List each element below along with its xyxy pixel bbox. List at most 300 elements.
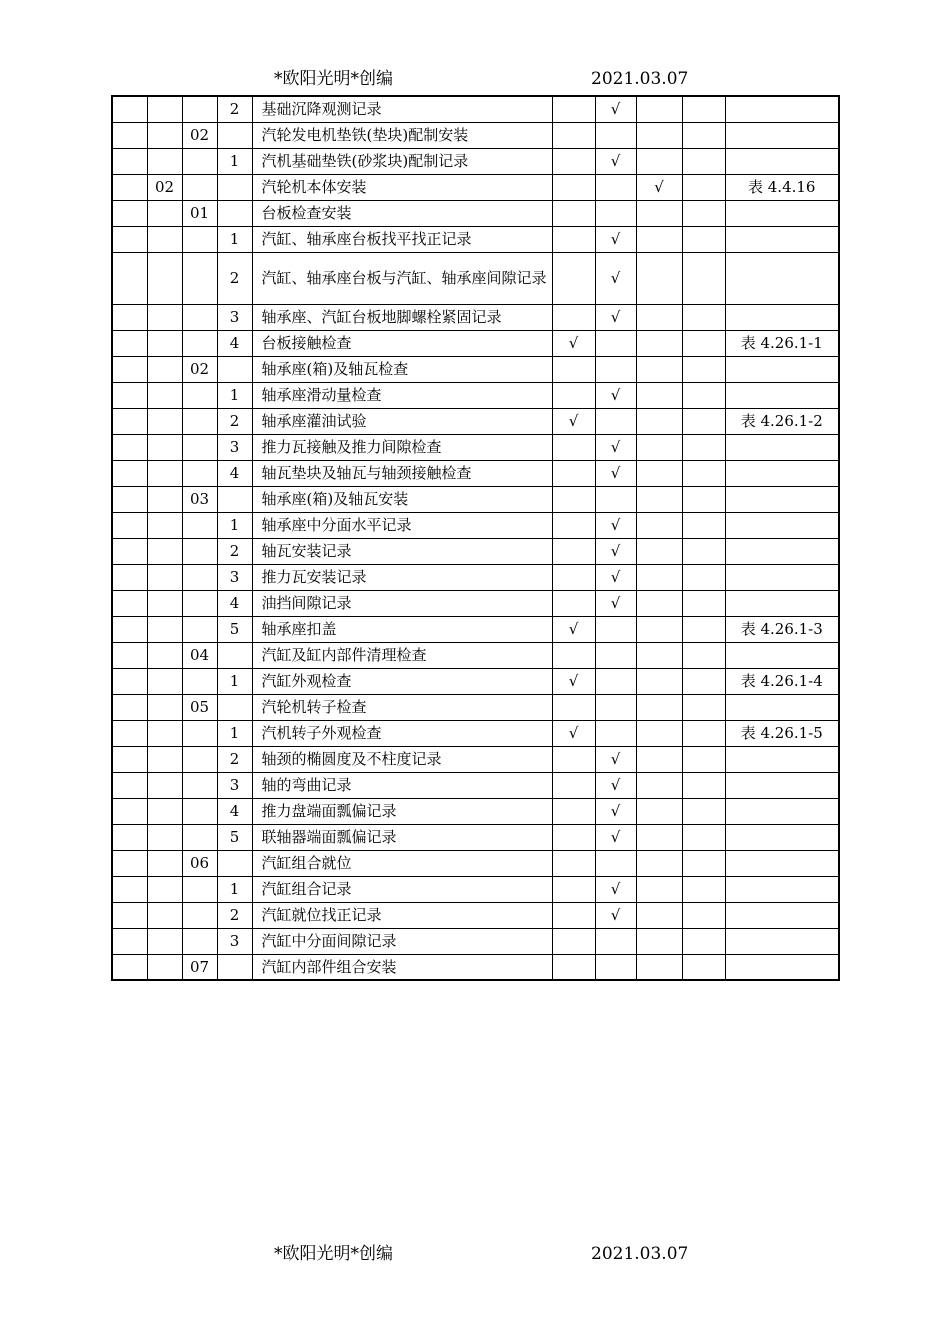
item-name: 联轴器端面瓢偏记录	[252, 824, 552, 850]
item-name: 汽缸及缸内部件清理检查	[252, 642, 552, 668]
level-2-code	[147, 772, 182, 798]
item-number: 4	[217, 798, 252, 824]
check-mark-1	[552, 226, 595, 252]
check-mark-1	[552, 538, 595, 564]
item-number: 1	[217, 512, 252, 538]
check-mark-2	[595, 954, 636, 980]
level-2-code	[147, 486, 182, 512]
level-2-code	[147, 538, 182, 564]
item-name: 油挡间隙记录	[252, 590, 552, 616]
check-mark-4	[682, 876, 725, 902]
level-2-code	[147, 408, 182, 434]
check-mark-4	[682, 200, 725, 226]
table-row	[112, 720, 839, 746]
table-row	[112, 694, 839, 720]
check-mark-1	[552, 486, 595, 512]
header-author: *欧阳光明*创编	[274, 69, 393, 89]
table-row	[112, 642, 839, 668]
level-2-code	[147, 876, 182, 902]
form-reference	[725, 200, 839, 226]
footer-author: *欧阳光明*创编	[274, 1244, 393, 1264]
level-2-code	[147, 304, 182, 330]
level-2-code	[147, 902, 182, 928]
check-mark-3	[636, 148, 682, 174]
level-2-code	[147, 642, 182, 668]
check-mark-1	[552, 512, 595, 538]
inspection-table-wrapper	[111, 95, 840, 981]
check-mark-1	[552, 876, 595, 902]
form-reference	[725, 642, 839, 668]
form-reference	[725, 512, 839, 538]
form-reference	[725, 798, 839, 824]
level-2-code	[147, 668, 182, 694]
table-row	[112, 486, 839, 512]
check-mark-2	[595, 200, 636, 226]
item-number: 2	[217, 746, 252, 772]
check-mark-2: √	[595, 252, 636, 304]
item-number	[217, 850, 252, 876]
level-3-code	[182, 720, 217, 746]
level-2-code	[147, 694, 182, 720]
check-mark-2: √	[595, 96, 636, 122]
form-reference	[725, 356, 839, 382]
check-mark-3	[636, 330, 682, 356]
level-1-code	[112, 96, 147, 122]
level-1-code	[112, 798, 147, 824]
table-row	[112, 330, 839, 356]
item-name: 台板检查安装	[252, 200, 552, 226]
item-number: 1	[217, 876, 252, 902]
check-mark-2	[595, 486, 636, 512]
check-mark-4	[682, 798, 725, 824]
check-mark-4	[682, 538, 725, 564]
check-mark-4	[682, 330, 725, 356]
check-mark-2	[595, 356, 636, 382]
check-mark-2	[595, 928, 636, 954]
check-mark-4	[682, 512, 725, 538]
level-3-code	[182, 928, 217, 954]
table-row	[112, 616, 839, 642]
check-mark-2: √	[595, 434, 636, 460]
form-reference	[725, 928, 839, 954]
item-number	[217, 642, 252, 668]
table-row	[112, 356, 839, 382]
level-1-code	[112, 226, 147, 252]
check-mark-2	[595, 668, 636, 694]
check-mark-1	[552, 434, 595, 460]
table-row	[112, 798, 839, 824]
item-number: 4	[217, 330, 252, 356]
level-1-code	[112, 356, 147, 382]
check-mark-1	[552, 564, 595, 590]
level-1-code	[112, 590, 147, 616]
check-mark-3	[636, 356, 682, 382]
item-number: 2	[217, 902, 252, 928]
check-mark-4	[682, 954, 725, 980]
level-2-code	[147, 148, 182, 174]
check-mark-3	[636, 538, 682, 564]
form-reference: 表 4.26.1-3	[725, 616, 839, 642]
check-mark-2: √	[595, 538, 636, 564]
item-number	[217, 694, 252, 720]
level-2-code	[147, 954, 182, 980]
check-mark-3	[636, 304, 682, 330]
table-row	[112, 590, 839, 616]
item-name: 轴承座滑动量检查	[252, 382, 552, 408]
item-number	[217, 174, 252, 200]
level-2-code	[147, 564, 182, 590]
level-2-code	[147, 96, 182, 122]
check-mark-4	[682, 96, 725, 122]
form-reference	[725, 694, 839, 720]
check-mark-4	[682, 824, 725, 850]
table-row	[112, 850, 839, 876]
table-row	[112, 382, 839, 408]
item-number: 5	[217, 616, 252, 642]
level-2-code	[147, 434, 182, 460]
level-3-code	[182, 902, 217, 928]
table-row	[112, 408, 839, 434]
level-3-code	[182, 382, 217, 408]
check-mark-2: √	[595, 824, 636, 850]
check-mark-2: √	[595, 746, 636, 772]
table-row	[112, 96, 839, 122]
level-1-code	[112, 434, 147, 460]
item-name: 基础沉降观测记录	[252, 96, 552, 122]
check-mark-1	[552, 252, 595, 304]
check-mark-4	[682, 746, 725, 772]
item-number: 1	[217, 226, 252, 252]
form-reference	[725, 876, 839, 902]
table-row	[112, 252, 839, 304]
check-mark-2	[595, 720, 636, 746]
item-number: 1	[217, 720, 252, 746]
check-mark-2: √	[595, 512, 636, 538]
level-3-code: 02	[182, 122, 217, 148]
item-number	[217, 356, 252, 382]
level-3-code	[182, 252, 217, 304]
check-mark-3	[636, 694, 682, 720]
check-mark-2: √	[595, 564, 636, 590]
check-mark-1	[552, 798, 595, 824]
item-name: 轴颈的椭圆度及不柱度记录	[252, 746, 552, 772]
check-mark-3	[636, 642, 682, 668]
check-mark-4	[682, 304, 725, 330]
level-3-code	[182, 538, 217, 564]
table-row	[112, 174, 839, 200]
form-reference	[725, 824, 839, 850]
level-3-code	[182, 148, 217, 174]
check-mark-4	[682, 122, 725, 148]
item-name: 汽轮发电机垫铁(垫块)配制安装	[252, 122, 552, 148]
check-mark-4	[682, 720, 725, 746]
check-mark-3	[636, 850, 682, 876]
check-mark-3	[636, 122, 682, 148]
item-number: 5	[217, 824, 252, 850]
level-2-code	[147, 720, 182, 746]
check-mark-1: √	[552, 330, 595, 356]
check-mark-1	[552, 382, 595, 408]
item-number: 1	[217, 148, 252, 174]
check-mark-4	[682, 174, 725, 200]
level-1-code	[112, 720, 147, 746]
table-row	[112, 512, 839, 538]
item-name: 汽缸就位找正记录	[252, 902, 552, 928]
level-2-code	[147, 460, 182, 486]
table-row	[112, 122, 839, 148]
check-mark-3	[636, 512, 682, 538]
level-3-code	[182, 460, 217, 486]
table-body	[112, 96, 839, 980]
level-2-code: 02	[147, 174, 182, 200]
check-mark-4	[682, 356, 725, 382]
check-mark-3	[636, 564, 682, 590]
check-mark-4	[682, 668, 725, 694]
item-name: 轴承座、汽缸台板地脚螺栓紧固记录	[252, 304, 552, 330]
level-3-code	[182, 434, 217, 460]
item-number	[217, 122, 252, 148]
level-1-code	[112, 200, 147, 226]
level-1-code	[112, 668, 147, 694]
check-mark-1: √	[552, 616, 595, 642]
level-2-code	[147, 512, 182, 538]
check-mark-3	[636, 252, 682, 304]
level-2-code	[147, 382, 182, 408]
level-1-code	[112, 876, 147, 902]
check-mark-1	[552, 356, 595, 382]
level-3-code	[182, 330, 217, 356]
check-mark-2	[595, 616, 636, 642]
check-mark-1	[552, 824, 595, 850]
check-mark-3	[636, 434, 682, 460]
form-reference	[725, 382, 839, 408]
level-2-code	[147, 330, 182, 356]
level-3-code	[182, 772, 217, 798]
check-mark-1	[552, 928, 595, 954]
check-mark-2: √	[595, 148, 636, 174]
level-3-code	[182, 746, 217, 772]
level-1-code	[112, 642, 147, 668]
check-mark-3	[636, 408, 682, 434]
level-2-code	[147, 798, 182, 824]
table-row	[112, 668, 839, 694]
item-number: 2	[217, 252, 252, 304]
form-reference	[725, 590, 839, 616]
check-mark-4	[682, 642, 725, 668]
table-row	[112, 226, 839, 252]
check-mark-2	[595, 174, 636, 200]
check-mark-2: √	[595, 226, 636, 252]
level-1-code	[112, 616, 147, 642]
form-reference	[725, 304, 839, 330]
form-reference	[725, 122, 839, 148]
level-3-code	[182, 408, 217, 434]
table-row	[112, 876, 839, 902]
check-mark-4	[682, 434, 725, 460]
level-3-code	[182, 96, 217, 122]
level-1-code	[112, 538, 147, 564]
check-mark-2: √	[595, 772, 636, 798]
form-reference	[725, 954, 839, 980]
check-mark-2	[595, 330, 636, 356]
check-mark-3	[636, 486, 682, 512]
item-name: 轴的弯曲记录	[252, 772, 552, 798]
check-mark-3	[636, 590, 682, 616]
form-reference	[725, 850, 839, 876]
level-3-code: 04	[182, 642, 217, 668]
form-reference	[725, 434, 839, 460]
item-name: 轴承座(箱)及轴瓦检查	[252, 356, 552, 382]
level-3-code	[182, 590, 217, 616]
item-number: 2	[217, 96, 252, 122]
check-mark-3	[636, 876, 682, 902]
item-name: 汽缸外观检查	[252, 668, 552, 694]
level-3-code	[182, 824, 217, 850]
item-name: 轴承座灌油试验	[252, 408, 552, 434]
check-mark-4	[682, 772, 725, 798]
check-mark-3	[636, 824, 682, 850]
level-1-code	[112, 772, 147, 798]
header-date: 2021.03.07	[591, 69, 689, 89]
item-name: 轴瓦安装记录	[252, 538, 552, 564]
check-mark-1	[552, 772, 595, 798]
check-mark-2	[595, 642, 636, 668]
item-name: 汽轮机转子检查	[252, 694, 552, 720]
table-row	[112, 564, 839, 590]
check-mark-4	[682, 928, 725, 954]
check-mark-1	[552, 96, 595, 122]
check-mark-1	[552, 850, 595, 876]
level-1-code	[112, 694, 147, 720]
form-reference	[725, 226, 839, 252]
level-3-code: 06	[182, 850, 217, 876]
check-mark-3	[636, 668, 682, 694]
check-mark-1: √	[552, 408, 595, 434]
table-row	[112, 304, 839, 330]
level-3-code: 05	[182, 694, 217, 720]
level-3-code	[182, 174, 217, 200]
level-2-code	[147, 616, 182, 642]
check-mark-3: √	[636, 174, 682, 200]
check-mark-2: √	[595, 902, 636, 928]
level-1-code	[112, 928, 147, 954]
check-mark-3	[636, 460, 682, 486]
level-3-code	[182, 668, 217, 694]
level-1-code	[112, 564, 147, 590]
item-name: 汽缸组合记录	[252, 876, 552, 902]
level-1-code	[112, 824, 147, 850]
level-1-code	[112, 330, 147, 356]
table-row	[112, 460, 839, 486]
form-reference	[725, 538, 839, 564]
level-3-code	[182, 512, 217, 538]
check-mark-3	[636, 954, 682, 980]
item-name: 汽缸、轴承座台板与汽缸、轴承座间隙记录	[252, 252, 552, 304]
check-mark-4	[682, 590, 725, 616]
check-mark-2: √	[595, 460, 636, 486]
item-name: 轴承座(箱)及轴瓦安装	[252, 486, 552, 512]
check-mark-1	[552, 746, 595, 772]
check-mark-1	[552, 174, 595, 200]
check-mark-1	[552, 148, 595, 174]
check-mark-4	[682, 382, 725, 408]
level-2-code	[147, 850, 182, 876]
item-number: 4	[217, 590, 252, 616]
level-2-code	[147, 122, 182, 148]
item-name: 汽缸内部件组合安装	[252, 954, 552, 980]
form-reference	[725, 772, 839, 798]
check-mark-4	[682, 408, 725, 434]
level-1-code	[112, 174, 147, 200]
table-row	[112, 434, 839, 460]
form-reference	[725, 96, 839, 122]
table-row	[112, 902, 839, 928]
check-mark-3	[636, 928, 682, 954]
level-1-code	[112, 382, 147, 408]
form-reference	[725, 148, 839, 174]
item-name: 汽缸组合就位	[252, 850, 552, 876]
table-row	[112, 772, 839, 798]
check-mark-4	[682, 564, 725, 590]
table-row	[112, 928, 839, 954]
item-number: 3	[217, 772, 252, 798]
item-number: 3	[217, 928, 252, 954]
level-2-code	[147, 356, 182, 382]
level-1-code	[112, 954, 147, 980]
check-mark-2: √	[595, 876, 636, 902]
check-mark-4	[682, 226, 725, 252]
check-mark-2	[595, 408, 636, 434]
form-reference: 表 4.26.1-4	[725, 668, 839, 694]
item-name: 推力盘端面瓢偏记录	[252, 798, 552, 824]
check-mark-4	[682, 252, 725, 304]
level-1-code	[112, 148, 147, 174]
item-name: 汽机转子外观检查	[252, 720, 552, 746]
level-1-code	[112, 122, 147, 148]
check-mark-4	[682, 902, 725, 928]
level-1-code	[112, 408, 147, 434]
check-mark-1	[552, 694, 595, 720]
level-3-code: 07	[182, 954, 217, 980]
item-name: 汽缸中分面间隙记录	[252, 928, 552, 954]
check-mark-3	[636, 96, 682, 122]
item-name: 轴瓦垫块及轴瓦与轴颈接触检查	[252, 460, 552, 486]
check-mark-4	[682, 850, 725, 876]
item-number	[217, 486, 252, 512]
check-mark-4	[682, 486, 725, 512]
check-mark-1	[552, 122, 595, 148]
item-number: 2	[217, 538, 252, 564]
item-name: 推力瓦接触及推力间隙检查	[252, 434, 552, 460]
check-mark-4	[682, 460, 725, 486]
table-row	[112, 824, 839, 850]
level-2-code	[147, 252, 182, 304]
check-mark-3	[636, 746, 682, 772]
item-name: 汽轮机本体安装	[252, 174, 552, 200]
form-reference: 表 4.26.1-1	[725, 330, 839, 356]
item-name: 轴承座扣盖	[252, 616, 552, 642]
check-mark-1	[552, 200, 595, 226]
form-reference: 表 4.26.1-2	[725, 408, 839, 434]
level-2-code	[147, 226, 182, 252]
item-name: 汽缸、轴承座台板找平找正记录	[252, 226, 552, 252]
check-mark-1	[552, 902, 595, 928]
table-row	[112, 538, 839, 564]
level-1-code	[112, 304, 147, 330]
form-reference	[725, 564, 839, 590]
item-name: 汽机基础垫铁(砂浆块)配制记录	[252, 148, 552, 174]
check-mark-3	[636, 382, 682, 408]
